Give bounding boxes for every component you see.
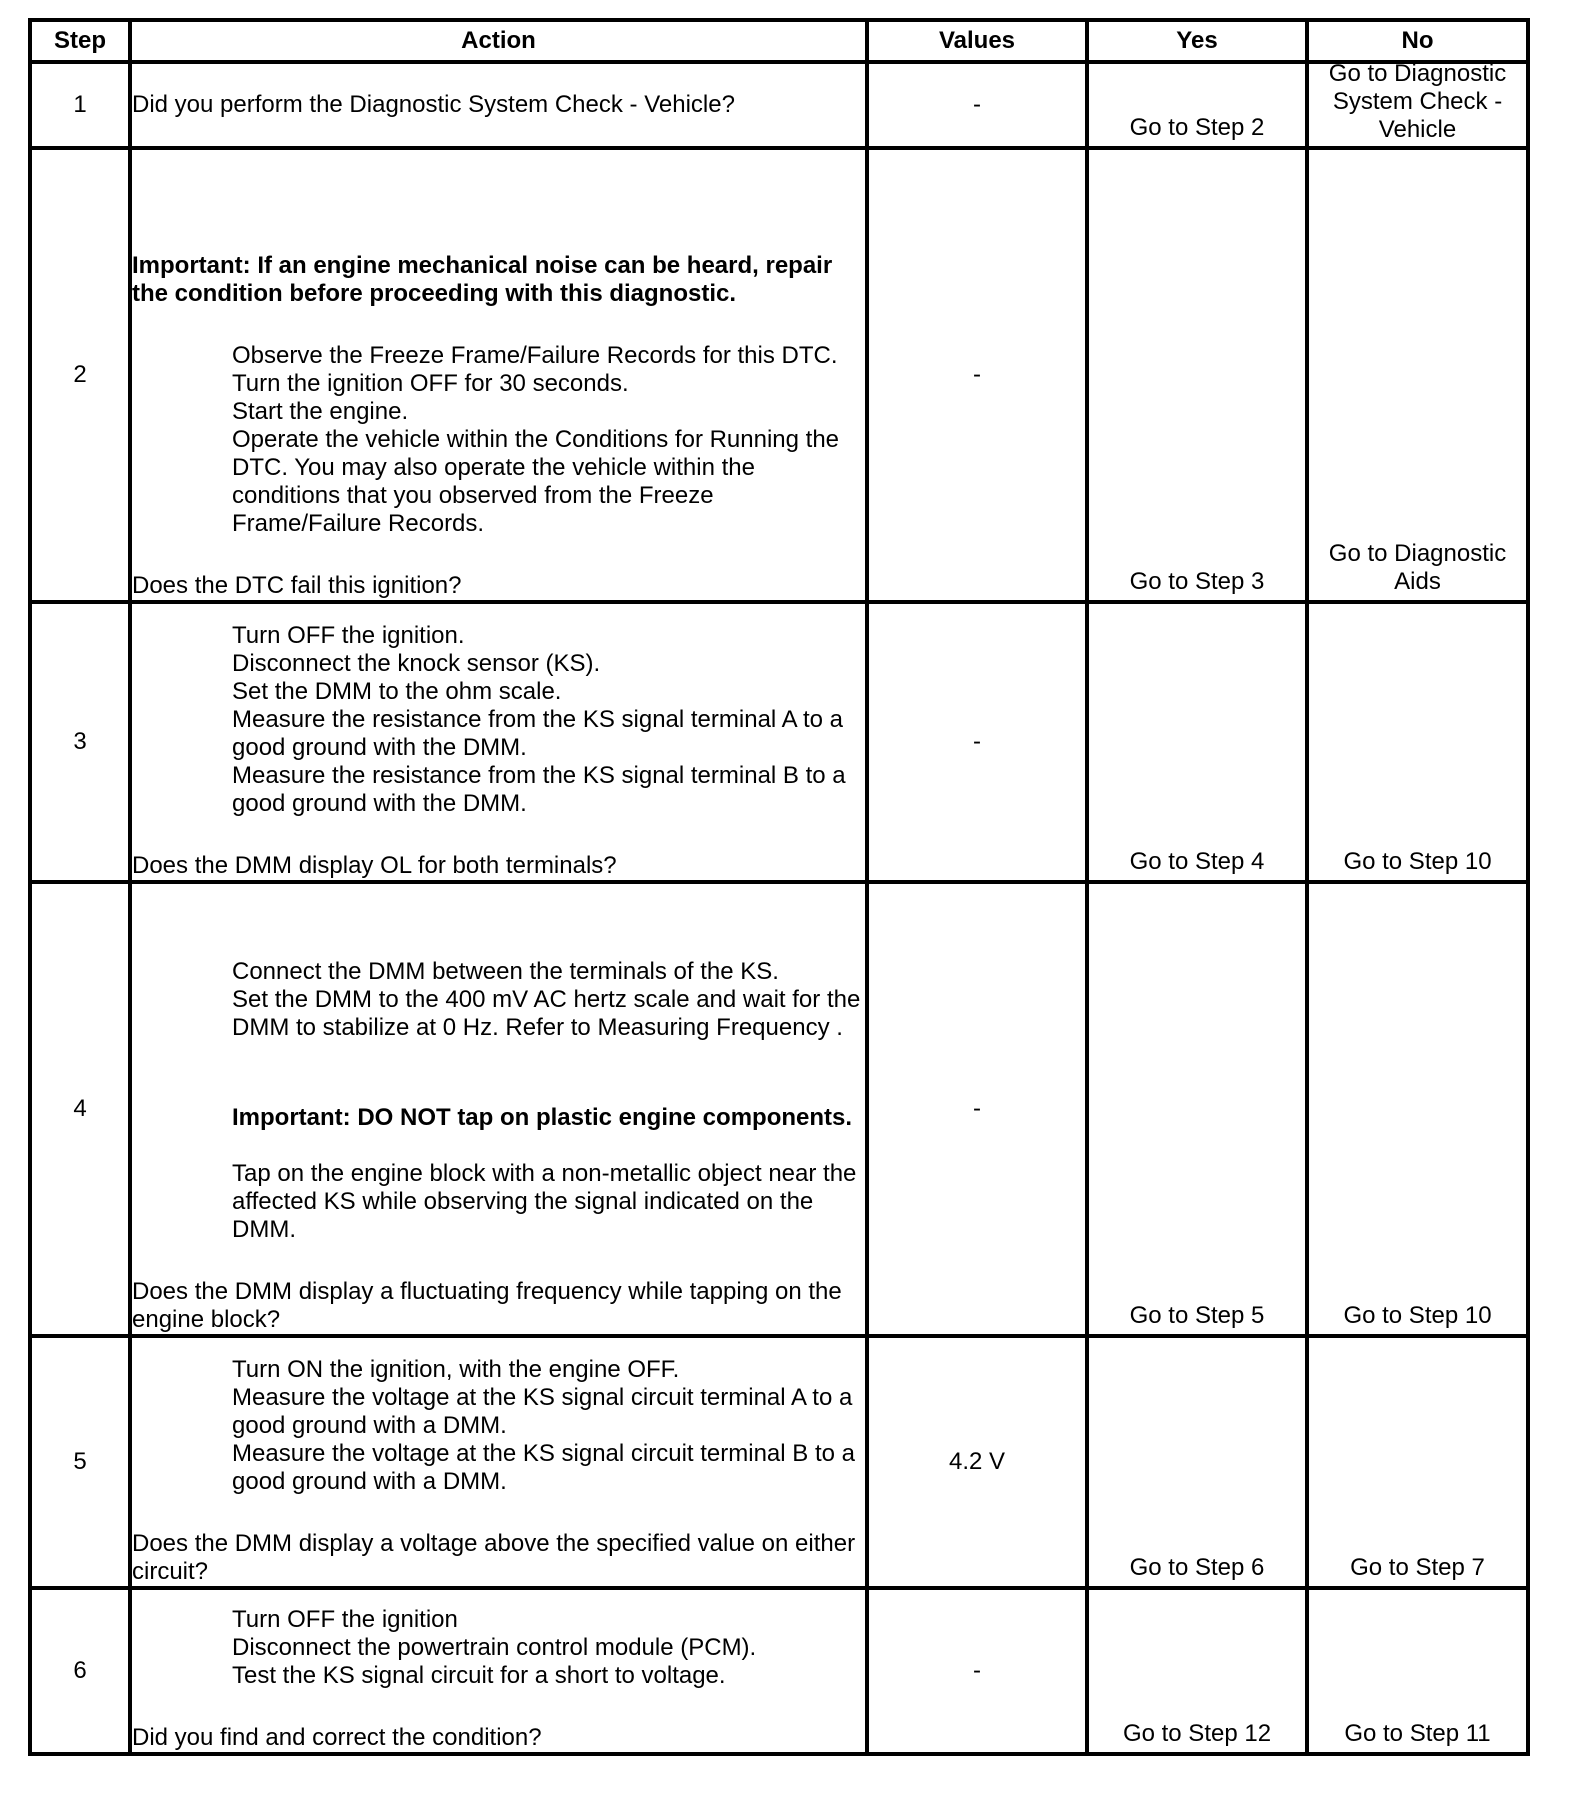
yes-link: Go to Step 4 <box>1129 848 1265 875</box>
question-text: Did you find and correct the condition? <box>132 1724 542 1751</box>
question-text: Does the DMM display OL for both terminals? <box>132 852 617 879</box>
important-note: Important: DO NOT tap on plastic engine components. <box>232 1104 853 1131</box>
no-cell <box>1307 1588 1528 1754</box>
yes-link: Go to Step 12 <box>1122 1720 1272 1747</box>
table-row-step-2 <box>30 148 1528 602</box>
no-link: Go to Diagnostic Aids <box>1328 540 1507 595</box>
instruction-item: Tap on the engine block with a non-metallic object near the affected KS while observing the signal indicated on the DMM. <box>232 1160 857 1243</box>
table-row-step-5 <box>30 1336 1528 1588</box>
no-cell <box>1307 1336 1528 1588</box>
table-row-step-1 <box>30 62 1528 148</box>
yes-link: Go to Step 2 <box>1129 114 1265 141</box>
values-cell: - <box>867 1588 1087 1754</box>
question-text: Does the DMM display a voltage above the specified value on either circuit? <box>132 1530 856 1585</box>
action-cell <box>130 148 867 602</box>
instruction-item: Turn OFF the ignition. <box>232 622 465 649</box>
step-number: 3 <box>30 602 130 882</box>
step-number: 5 <box>30 1336 130 1588</box>
yes-link: Go to Step 6 <box>1129 1554 1265 1581</box>
no-link: Go to Step 11 <box>1344 1720 1491 1747</box>
instruction-item: Turn OFF the ignition <box>232 1606 458 1633</box>
header-no: No <box>1307 20 1528 62</box>
instruction-item: Measure the resistance from the KS signal terminal B to a good ground with the DMM. <box>232 762 846 817</box>
no-link: Go to Step 7 <box>1350 1554 1485 1581</box>
instruction-item: Measure the voltage at the KS signal circuit terminal B to a good ground with a DMM. <box>232 1440 855 1495</box>
header-row <box>30 20 1528 62</box>
no-link: Go to Step 10 <box>1343 1302 1492 1329</box>
question-text: Did you perform the Diagnostic System Check - Vehicle? <box>132 91 735 118</box>
yes-cell <box>1087 602 1307 882</box>
question-text: Does the DMM display a fluctuating frequency while tapping on the engine block? <box>132 1278 842 1333</box>
action-cell <box>130 1336 867 1588</box>
instruction-item: Set the DMM to the ohm scale. <box>232 678 562 705</box>
action-cell <box>130 1588 867 1754</box>
values-cell: 4.2 V <box>867 1336 1087 1588</box>
instruction-item: Connect the DMM between the terminals of the KS. <box>232 958 779 985</box>
action-cell <box>130 602 867 882</box>
action-cell <box>130 882 867 1336</box>
header-action: Action <box>130 20 867 62</box>
values-cell: - <box>867 882 1087 1336</box>
values-cell: - <box>867 62 1087 148</box>
instruction-item: Disconnect the knock sensor (KS). <box>232 650 601 677</box>
important-note: Important: If an engine mechanical noise can be heard, repair the condition before proceeding with this diagnostic. <box>132 252 833 307</box>
header-step: Step <box>30 20 130 62</box>
values-cell: - <box>867 148 1087 602</box>
no-link: Go to Diagnostic System Check - Vehicle <box>1328 60 1507 143</box>
instruction-item: Start the engine. <box>232 398 409 425</box>
yes-cell <box>1087 1336 1307 1588</box>
no-cell <box>1307 62 1528 148</box>
table-row-step-4 <box>30 882 1528 1336</box>
yes-cell <box>1087 148 1307 602</box>
yes-link: Go to Step 5 <box>1129 1302 1265 1329</box>
no-cell <box>1307 602 1528 882</box>
no-cell <box>1307 148 1528 602</box>
table-row-step-6 <box>30 1588 1528 1754</box>
instruction-item: Turn ON the ignition, with the engine OFF. <box>232 1356 680 1383</box>
instruction-item: Measure the voltage at the KS signal circuit terminal A to a good ground with a DMM. <box>232 1384 853 1439</box>
instruction-item: Measure the resistance from the KS signal terminal A to a good ground with the DMM. <box>232 706 843 761</box>
values-cell: - <box>867 602 1087 882</box>
no-link: Go to Step 10 <box>1343 848 1492 875</box>
instruction-item: Operate the vehicle within the Conditions for Running the DTC. You may also operate the vehicle within the conditions that you observed from the Freeze Frame/Failure Records. <box>232 426 840 537</box>
instruction-item: Disconnect the powertrain control module (PCM). <box>232 1634 757 1661</box>
header-yes: Yes <box>1087 20 1307 62</box>
yes-cell <box>1087 1588 1307 1754</box>
no-cell <box>1307 882 1528 1336</box>
step-number: 6 <box>30 1588 130 1754</box>
instruction-item: Turn the ignition OFF for 30 seconds. <box>232 370 629 397</box>
yes-link: Go to Step 3 <box>1129 568 1265 595</box>
table-row-step-3 <box>30 602 1528 882</box>
yes-cell <box>1087 882 1307 1336</box>
header-values: Values <box>867 20 1087 62</box>
step-number: 1 <box>30 62 130 148</box>
instruction-item: Test the KS signal circuit for a short to voltage. <box>232 1662 726 1689</box>
question-text: Does the DTC fail this ignition? <box>132 572 462 599</box>
diagnostic-table <box>28 18 1530 1756</box>
yes-cell <box>1087 62 1307 148</box>
instruction-item: Set the DMM to the 400 mV AC hertz scale and wait for the DMM to stabilize at 0 Hz. Refer to Measuring Frequency . <box>232 986 861 1041</box>
action-cell <box>130 62 867 148</box>
instruction-item: Observe the Freeze Frame/Failure Records for this DTC. <box>232 342 838 369</box>
step-number: 2 <box>30 148 130 602</box>
step-number: 4 <box>30 882 130 1336</box>
